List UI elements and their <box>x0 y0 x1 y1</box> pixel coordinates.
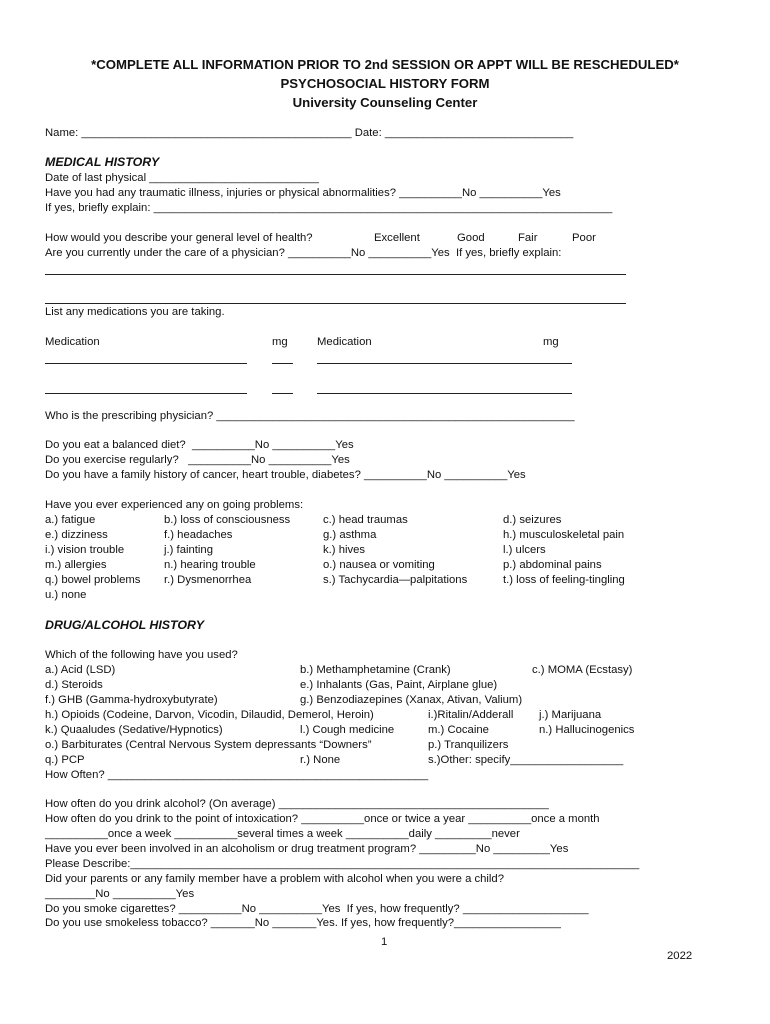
medication-field[interactable] <box>317 363 572 364</box>
treatment-program-question[interactable]: Have you ever been involved in an alcoholism or drug treatment program? _________No _________Yes <box>45 843 569 855</box>
problem-option[interactable]: k.) hives <box>323 544 366 556</box>
treatment-describe-field[interactable]: Please Describe:_________________________________________________________________________________ <box>45 858 640 870</box>
balanced-diet-question[interactable]: Do you eat a balanced diet? __________No __________Yes <box>45 439 354 451</box>
problem-option[interactable]: f.) headaches <box>164 529 233 541</box>
page-number: 1 <box>381 936 388 948</box>
substance-option[interactable]: m.) Cocaine <box>428 724 489 736</box>
alcohol-average-field[interactable]: How often do you drink alcohol? (On average) ___________________________________________ <box>45 798 549 810</box>
family-alcohol-answer[interactable]: ________No __________Yes <box>45 888 195 900</box>
problem-option[interactable]: e.) dizziness <box>45 529 108 541</box>
traumatic-illness-question[interactable]: Have you had any traumatic illness, injuries or physical abnormalities? __________No __________Yes <box>45 187 561 199</box>
smokeless-tobacco-question[interactable]: Do you use smokeless tobacco? _______No _______Yes. If yes, how frequently?_________________ <box>45 917 561 929</box>
problem-option[interactable]: c.) head traumas <box>323 514 408 526</box>
form-title: PSYCHOSOCIAL HISTORY FORM <box>280 76 490 91</box>
substance-option[interactable]: o.) Barbiturates (Central Nervous System depressants “Downers” <box>45 739 372 751</box>
medication-field[interactable] <box>317 393 572 394</box>
substance-option[interactable]: j.) Marijuana <box>539 709 602 721</box>
list-medications-label: List any medications you are taking. <box>45 306 225 318</box>
last-physical-field[interactable]: Date of last physical ___________________________ <box>45 172 319 184</box>
problem-option[interactable]: d.) seizures <box>503 514 562 526</box>
health-option-excellent[interactable]: Excellent <box>374 232 420 244</box>
medication-col2-header: Medication <box>317 336 372 348</box>
intoxication-question[interactable]: How often do you drink to the point of intoxication? __________once or twice a year __________once a month <box>45 813 600 825</box>
problem-option[interactable]: u.) none <box>45 589 87 601</box>
ongoing-problems-question: Have you ever experienced any on going problems: <box>45 499 304 511</box>
problem-option[interactable]: s.) Tachycardia—palpitations <box>323 574 468 586</box>
substances-question: Which of the following have you used? <box>45 649 238 661</box>
physician-explain-line-2[interactable] <box>45 303 626 304</box>
substance-option[interactable]: i.)Ritalin/Adderall <box>428 709 514 721</box>
problem-option[interactable]: r.) Dysmenorrhea <box>164 574 252 586</box>
intoxication-options[interactable]: __________once a week __________several times a week __________daily _________never <box>45 828 520 840</box>
substance-option[interactable]: r.) None <box>300 754 341 766</box>
org-name: University Counseling Center <box>292 95 478 110</box>
physician-care-question[interactable]: Are you currently under the care of a physician? __________No __________Yes If yes, briefly explain: <box>45 247 562 259</box>
mg-field[interactable] <box>272 393 293 394</box>
problem-option[interactable]: l.) ulcers <box>503 544 546 556</box>
problem-option[interactable]: j.) fainting <box>164 544 213 556</box>
traumatic-explain-field[interactable]: If yes, briefly explain: _________________________________________________________________________ <box>45 202 613 214</box>
problem-option[interactable]: q.) bowel problems <box>45 574 141 586</box>
mg-field[interactable] <box>272 363 293 364</box>
problem-option[interactable]: t.) loss of feeling-tingling <box>503 574 625 586</box>
health-level-question: How would you describe your general level of health? <box>45 232 313 244</box>
substance-option[interactable]: h.) Opioids (Codeine, Darvon, Vicodin, Dilaudid, Demerol, Heroin) <box>45 709 374 721</box>
problem-option[interactable]: o.) nausea or vomiting <box>323 559 435 571</box>
mg-col2-header: mg <box>543 336 559 348</box>
prescribing-physician-field[interactable]: Who is the prescribing physician? _________________________________________________________ <box>45 410 575 422</box>
substance-option[interactable]: a.) Acid (LSD) <box>45 664 116 676</box>
substance-option[interactable]: b.) Methamphetamine (Crank) <box>300 664 451 676</box>
health-option-poor[interactable]: Poor <box>572 232 596 244</box>
substance-option[interactable]: l.) Cough medicine <box>300 724 395 736</box>
problem-option[interactable]: h.) musculoskeletal pain <box>503 529 625 541</box>
substance-option[interactable]: g.) Benzodiazepines (Xanax, Ativan, Valium) <box>300 694 523 706</box>
medical-history-heading: MEDICAL HISTORY <box>45 155 160 169</box>
problem-option[interactable]: m.) allergies <box>45 559 107 571</box>
health-option-good[interactable]: Good <box>457 232 485 244</box>
problem-option[interactable]: b.) loss of consciousness <box>164 514 291 526</box>
medication-col1-header: Medication <box>45 336 100 348</box>
drug-alcohol-heading: DRUG/ALCOHOL HISTORY <box>45 618 205 632</box>
substance-other-specify[interactable]: s.)Other: specify__________________ <box>428 754 624 766</box>
substance-option[interactable]: n.) Hallucinogenics <box>539 724 635 736</box>
cigarettes-question[interactable]: Do you smoke cigarettes? __________No __________Yes If yes, how frequently? ____________________ <box>45 903 589 915</box>
problem-option[interactable]: g.) asthma <box>323 529 377 541</box>
problem-option[interactable]: a.) fatigue <box>45 514 96 526</box>
problem-option[interactable]: i.) vision trouble <box>45 544 125 556</box>
substance-option[interactable]: q.) PCP <box>45 754 85 766</box>
medication-field[interactable] <box>45 393 247 394</box>
substance-frequency-field[interactable]: How Often? ___________________________________________________ <box>45 769 429 781</box>
name-date-line[interactable]: Name: ___________________________________________ Date: ______________________________ <box>45 127 574 139</box>
form-year: 2022 <box>667 950 693 962</box>
substance-option[interactable]: k.) Quaaludes (Sedative/Hypnotics) <box>45 724 223 736</box>
physician-explain-line-1[interactable] <box>45 274 626 275</box>
substance-option[interactable]: f.) GHB (Gamma-hydroxybutyrate) <box>45 694 218 706</box>
medication-field[interactable] <box>45 363 247 364</box>
health-option-fair[interactable]: Fair <box>518 232 538 244</box>
substance-option[interactable]: d.) Steroids <box>45 679 103 691</box>
problem-option[interactable]: p.) abdominal pains <box>503 559 602 571</box>
exercise-question[interactable]: Do you exercise regularly? __________No __________Yes <box>45 454 350 466</box>
mg-col1-header: mg <box>272 336 288 348</box>
substance-option[interactable]: c.) MOMA (Ecstasy) <box>532 664 633 676</box>
substance-option[interactable]: e.) Inhalants (Gas, Paint, Airplane glue) <box>300 679 498 691</box>
substance-option[interactable]: p.) Tranquilizers <box>428 739 509 751</box>
family-alcohol-question: Did your parents or any family member have a problem with alcohol when you were a child? <box>45 873 505 885</box>
family-history-question[interactable]: Do you have a family history of cancer, heart trouble, diabetes? __________No __________Yes <box>45 469 526 481</box>
problem-option[interactable]: n.) hearing trouble <box>164 559 256 571</box>
reschedule-notice: *COMPLETE ALL INFORMATION PRIOR TO 2nd SESSION OR APPT WILL BE RESCHEDULED* <box>91 57 679 72</box>
